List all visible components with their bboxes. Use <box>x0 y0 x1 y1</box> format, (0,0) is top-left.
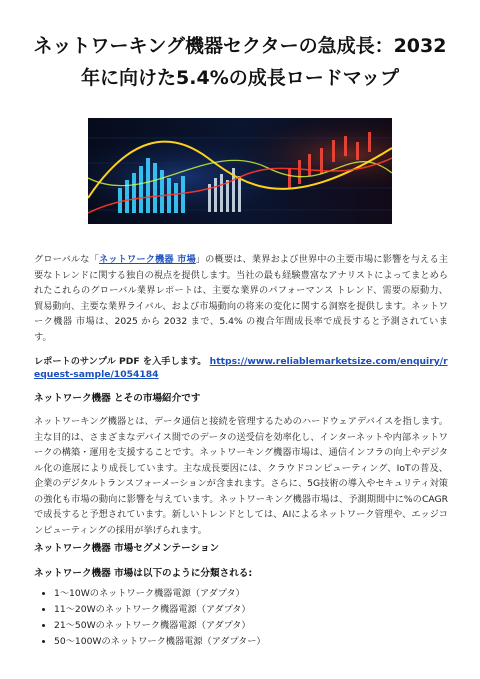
market-link[interactable]: ネットワーク機器 市場 <box>98 254 196 265</box>
list-item: • 50〜100Wのネットワーク機器電源（アダプター） <box>54 634 454 650</box>
list-item: • 1〜10Wのネットワーク機器電源（アダプタ） <box>54 586 454 602</box>
list-item: • 21〜50Wのネットワーク機器電源（アダプタ） <box>54 618 454 634</box>
segment-list <box>40 586 454 650</box>
sample-request <box>34 355 448 381</box>
market-intro-paragraph: ネットワーキング機器とは、データ通信と接続を管理するためのハードウェアデバイスを指します。主な目的は、さまざまなデバイス間でのデータの送受信を効率化し、インターネットや内部ネットワークの構築・運用を支援することです。ネットワーキング機器市場は、通信インフラの向上やデジタル化の進展により成長しています。主な成長要因には、クラウドコンピューティング、IoTの普及、企業のデジタルトランスフォーメーションが含まれます。さらに、5G技術の導入やセキュリティ対策の強化も市場の動向に影響を与えています。ネットワーキング機器市場は、予測期間中に%のCAGRで成長すると予想されています。新しいトレンドとしては、AIによるネットワーク管理や、エッジコンピューティングの採用が挙げられます。 <box>34 416 448 536</box>
intro-text-pre: グローバルな「 <box>34 254 99 265</box>
page-title: ネットワーキング機器セクターの急成長：2032年に向けた5.4%の成長ロードマップ <box>33 35 447 89</box>
section-heading-market-intro: ネットワーク機器 とその市場紹介です <box>34 393 201 404</box>
intro-text-post: 」の概要は、業界および世界中の主要市場に影響を与える主要なトレンドに関する独自の視点を提供します。当社の最も経験豊富なアナリストによってまとめられたこれらのグローバル業界レポートは、主要な業界のパフォーマンス トレンド、需要の原動力、貿易動向、主要な業界ライバル、および市場動向の将来の変化に関する洞察を提供します。ネットワーク機器 市場は、2025 から 2032 まで、5.4% の複合年間成長率で成長すると予測されています。 <box>34 254 448 343</box>
list-item: • 11〜20Wのネットワーク機器電源（アダプタ） <box>54 602 454 618</box>
section-heading-segmentation: ネットワーク機器 市場セグメンテーション <box>34 543 220 554</box>
sample-url-link[interactable]: https://www.reliablemarketsize.com/enquiry/request-sample/1054184 <box>34 356 448 380</box>
section-heading-classification: ネットワーク機器 市場は以下のように分類される: <box>34 568 253 579</box>
hero-image-stock-chart <box>88 118 392 224</box>
intro-paragraph <box>34 252 448 345</box>
sample-label: レポートのサンプル PDF を入手します。 <box>34 356 207 367</box>
